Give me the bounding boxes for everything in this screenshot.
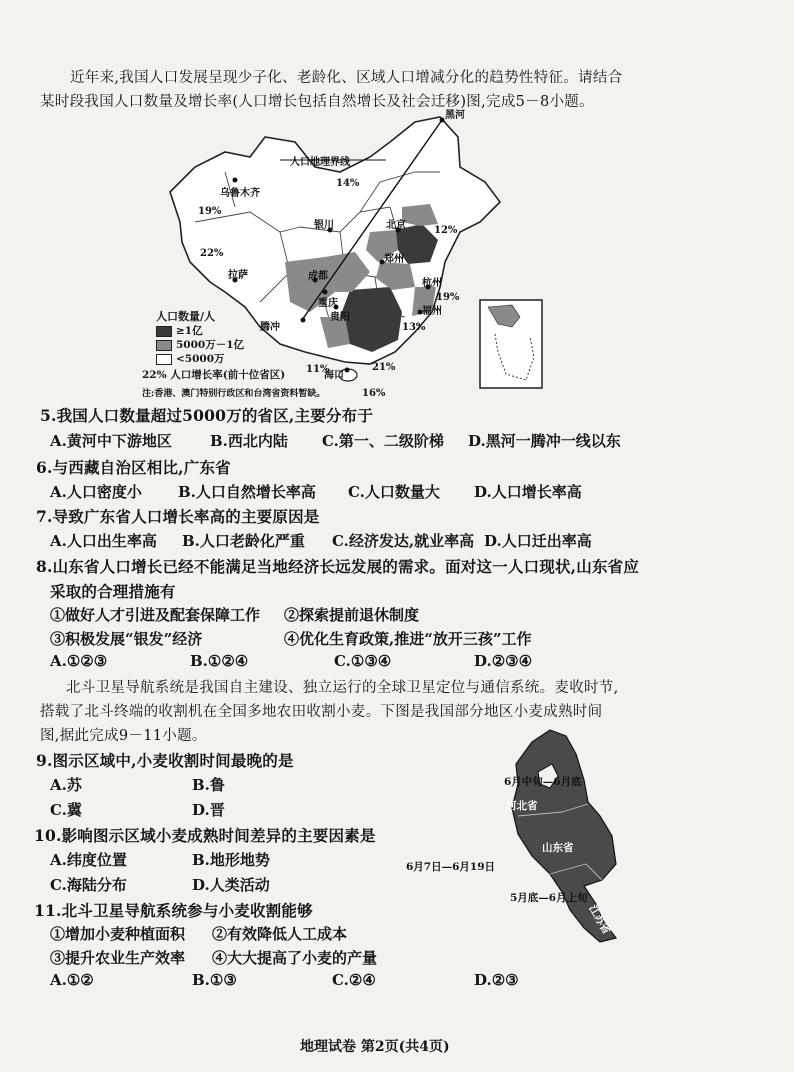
legend-rate-label: 人口增长率(前十位省区) xyxy=(170,369,286,381)
city-label: 福州 xyxy=(422,306,442,317)
q9-option-c: C.冀 xyxy=(50,801,82,819)
city-label: 乌鲁木齐 xyxy=(220,188,260,199)
q10-option-d: D.人类活动 xyxy=(192,876,270,894)
q6-option-c: C.人口数量大 xyxy=(348,483,440,501)
q8-item-4: ④优化生育政策,推进“放开三孩”工作 xyxy=(284,630,532,648)
q11-item-1: ①增加小麦种植面积 xyxy=(50,925,186,943)
q5-option-c: C.第一、二级阶梯 xyxy=(322,432,444,450)
q7-option-c: C.经济发达,就业率高 xyxy=(332,532,475,550)
growth-rate-label: 13% xyxy=(402,322,426,333)
city-label: 银川 xyxy=(314,220,334,231)
city-label: 贵阳 xyxy=(330,312,350,323)
growth-rate-label: 21% xyxy=(372,362,396,373)
wheat-region-graphic xyxy=(492,724,636,946)
time-label: 6月中旬—6月底 xyxy=(504,776,582,788)
city-label: 海口 xyxy=(324,370,344,381)
q9-option-b: B.鲁 xyxy=(192,776,225,794)
q11-item-2: ②有效降低人工成本 xyxy=(212,925,348,943)
boundary-callout: 人口地理界线 xyxy=(290,157,350,168)
city-label: 成都 xyxy=(308,271,328,282)
question-9-stem: 9.图示区域中,小麦收割时间最晚的是 xyxy=(36,751,294,770)
growth-rate-label: 22% xyxy=(200,248,224,259)
china-population-map xyxy=(140,112,560,404)
city-label: 黑河 xyxy=(445,110,465,121)
q10-option-b: B.地形地势 xyxy=(192,851,270,869)
wheat-ripening-map xyxy=(406,724,636,946)
map-note: 注:香港、澳门特别行政区和台湾省资料暂缺。 xyxy=(142,389,326,399)
q8-option-d: D.②③④ xyxy=(474,652,533,670)
question-8-stem: 8.山东省人口增长已经不能满足当地经济长远发展的需求。面对这一人口现状,山东省应 xyxy=(36,557,640,576)
q8-option-a: A.①②③ xyxy=(50,652,108,670)
q9-option-a: A.苏 xyxy=(50,776,82,794)
q10-option-a: A.纬度位置 xyxy=(50,851,127,869)
q5-option-b: B.西北内陆 xyxy=(210,432,288,450)
city-label: 重庆 xyxy=(318,298,338,309)
q9-option-d: D.晋 xyxy=(192,801,225,819)
q8-item-3: ③积极发展“银发”经济 xyxy=(50,630,203,648)
intro-passage-1 xyxy=(40,66,760,114)
page-footer: 地理试卷 第2页(共4页) xyxy=(300,1039,450,1055)
q5-option-a: A.黄河中下游地区 xyxy=(50,432,172,450)
growth-rate-label: 16% xyxy=(362,388,386,399)
province-label: 河北省 xyxy=(506,800,538,812)
intro-line: 某时段我国人口数量及增长率(人口增长包括自然增长及社会迁移)图,完成5－8小题。 xyxy=(40,94,594,110)
city-label: 腾冲 xyxy=(260,322,280,333)
map-legend xyxy=(156,308,296,366)
province-label: 山东省 xyxy=(542,842,574,854)
intro-line: 北斗卫星导航系统是我国自主建设、独立运行的全球卫星定位与通信系统。麦收时节, xyxy=(66,680,619,696)
q6-option-a: A.人口密度小 xyxy=(50,483,142,501)
q11-option-a: A.①② xyxy=(50,971,94,989)
q11-item-3: ③提升农业生产效率 xyxy=(50,949,186,967)
province-label: 江苏省 xyxy=(586,903,613,937)
q11-option-c: C.②④ xyxy=(332,971,376,989)
city-label: 郑州 xyxy=(384,254,404,265)
question-5-stem: 5.我国人口数量超过5000万的省区,主要分布于 xyxy=(40,406,374,425)
question-6-stem: 6.与西藏自治区相比,广东省 xyxy=(36,458,231,477)
growth-rate-label: 12% xyxy=(434,225,458,236)
legend-item: <5000万 xyxy=(156,352,296,366)
q8-option-b: B.①②④ xyxy=(190,652,249,670)
growth-rate-label: 14% xyxy=(336,178,360,189)
legend-title: 人口数量/人 xyxy=(156,310,216,323)
legend-swatch xyxy=(156,326,172,337)
q8-item-2: ②探索提前退休制度 xyxy=(284,606,420,624)
intro-passage-2 xyxy=(40,676,760,748)
q11-option-b: B.①③ xyxy=(192,971,237,989)
city-label: 北京 xyxy=(386,220,406,231)
city-label: 拉萨 xyxy=(228,270,248,281)
growth-rate-label: 11% xyxy=(306,364,330,375)
intro-line: 搭载了北斗终端的收割机在全国多地农田收割小麦。下图是我国部分地区小麦成熟时间 xyxy=(40,704,603,720)
q7-option-b: B.人口老龄化严重 xyxy=(182,532,305,550)
growth-rate-label: 19% xyxy=(198,206,222,217)
q11-item-4: ④大大提高了小麦的产量 xyxy=(212,949,378,967)
q8-item-1: ①做好人才引进及配套保障工作 xyxy=(50,606,261,624)
question-10-stem: 10.影响图示区域小麦成熟时间差异的主要因素是 xyxy=(34,826,376,845)
legend-rate-row xyxy=(142,368,285,382)
time-label: 5月底—6月上旬 xyxy=(510,892,588,904)
growth-rate-label: 19% xyxy=(436,292,460,303)
intro-line: 图,据此完成9－11小题。 xyxy=(40,728,207,744)
legend-swatch xyxy=(156,340,172,351)
q6-option-b: B.人口自然增长率高 xyxy=(178,483,316,501)
question-8-stem-cont: 采取的合理措施有 xyxy=(50,582,176,601)
q8-option-c: C.①③④ xyxy=(334,652,392,670)
intro-line: 近年来,我国人口发展呈现少子化、老龄化、区域人口增减分化的趋势性特征。请结合 xyxy=(70,70,623,86)
legend-item: 5000万－1亿 xyxy=(156,338,296,352)
legend-item: ≥1亿 xyxy=(156,324,296,338)
question-11-stem: 11.北斗卫星导航系统参与小麦收割能够 xyxy=(34,901,313,920)
city-label: 杭州 xyxy=(422,278,442,289)
q5-option-d: D.黑河一腾冲一线以东 xyxy=(468,432,621,450)
q10-option-c: C.海陆分布 xyxy=(50,876,127,894)
time-label: 6月7日—6月19日 xyxy=(406,861,496,873)
q11-option-d: D.②③ xyxy=(474,971,519,989)
question-7-stem: 7.导致广东省人口增长率高的主要原因是 xyxy=(36,507,320,526)
legend-rate-example: 22% xyxy=(142,369,167,381)
legend-swatch xyxy=(156,354,172,365)
q6-option-d: D.人口增长率高 xyxy=(474,483,582,501)
q7-option-d: D.人口迁出率高 xyxy=(484,532,592,550)
q7-option-a: A.人口出生率高 xyxy=(50,532,157,550)
